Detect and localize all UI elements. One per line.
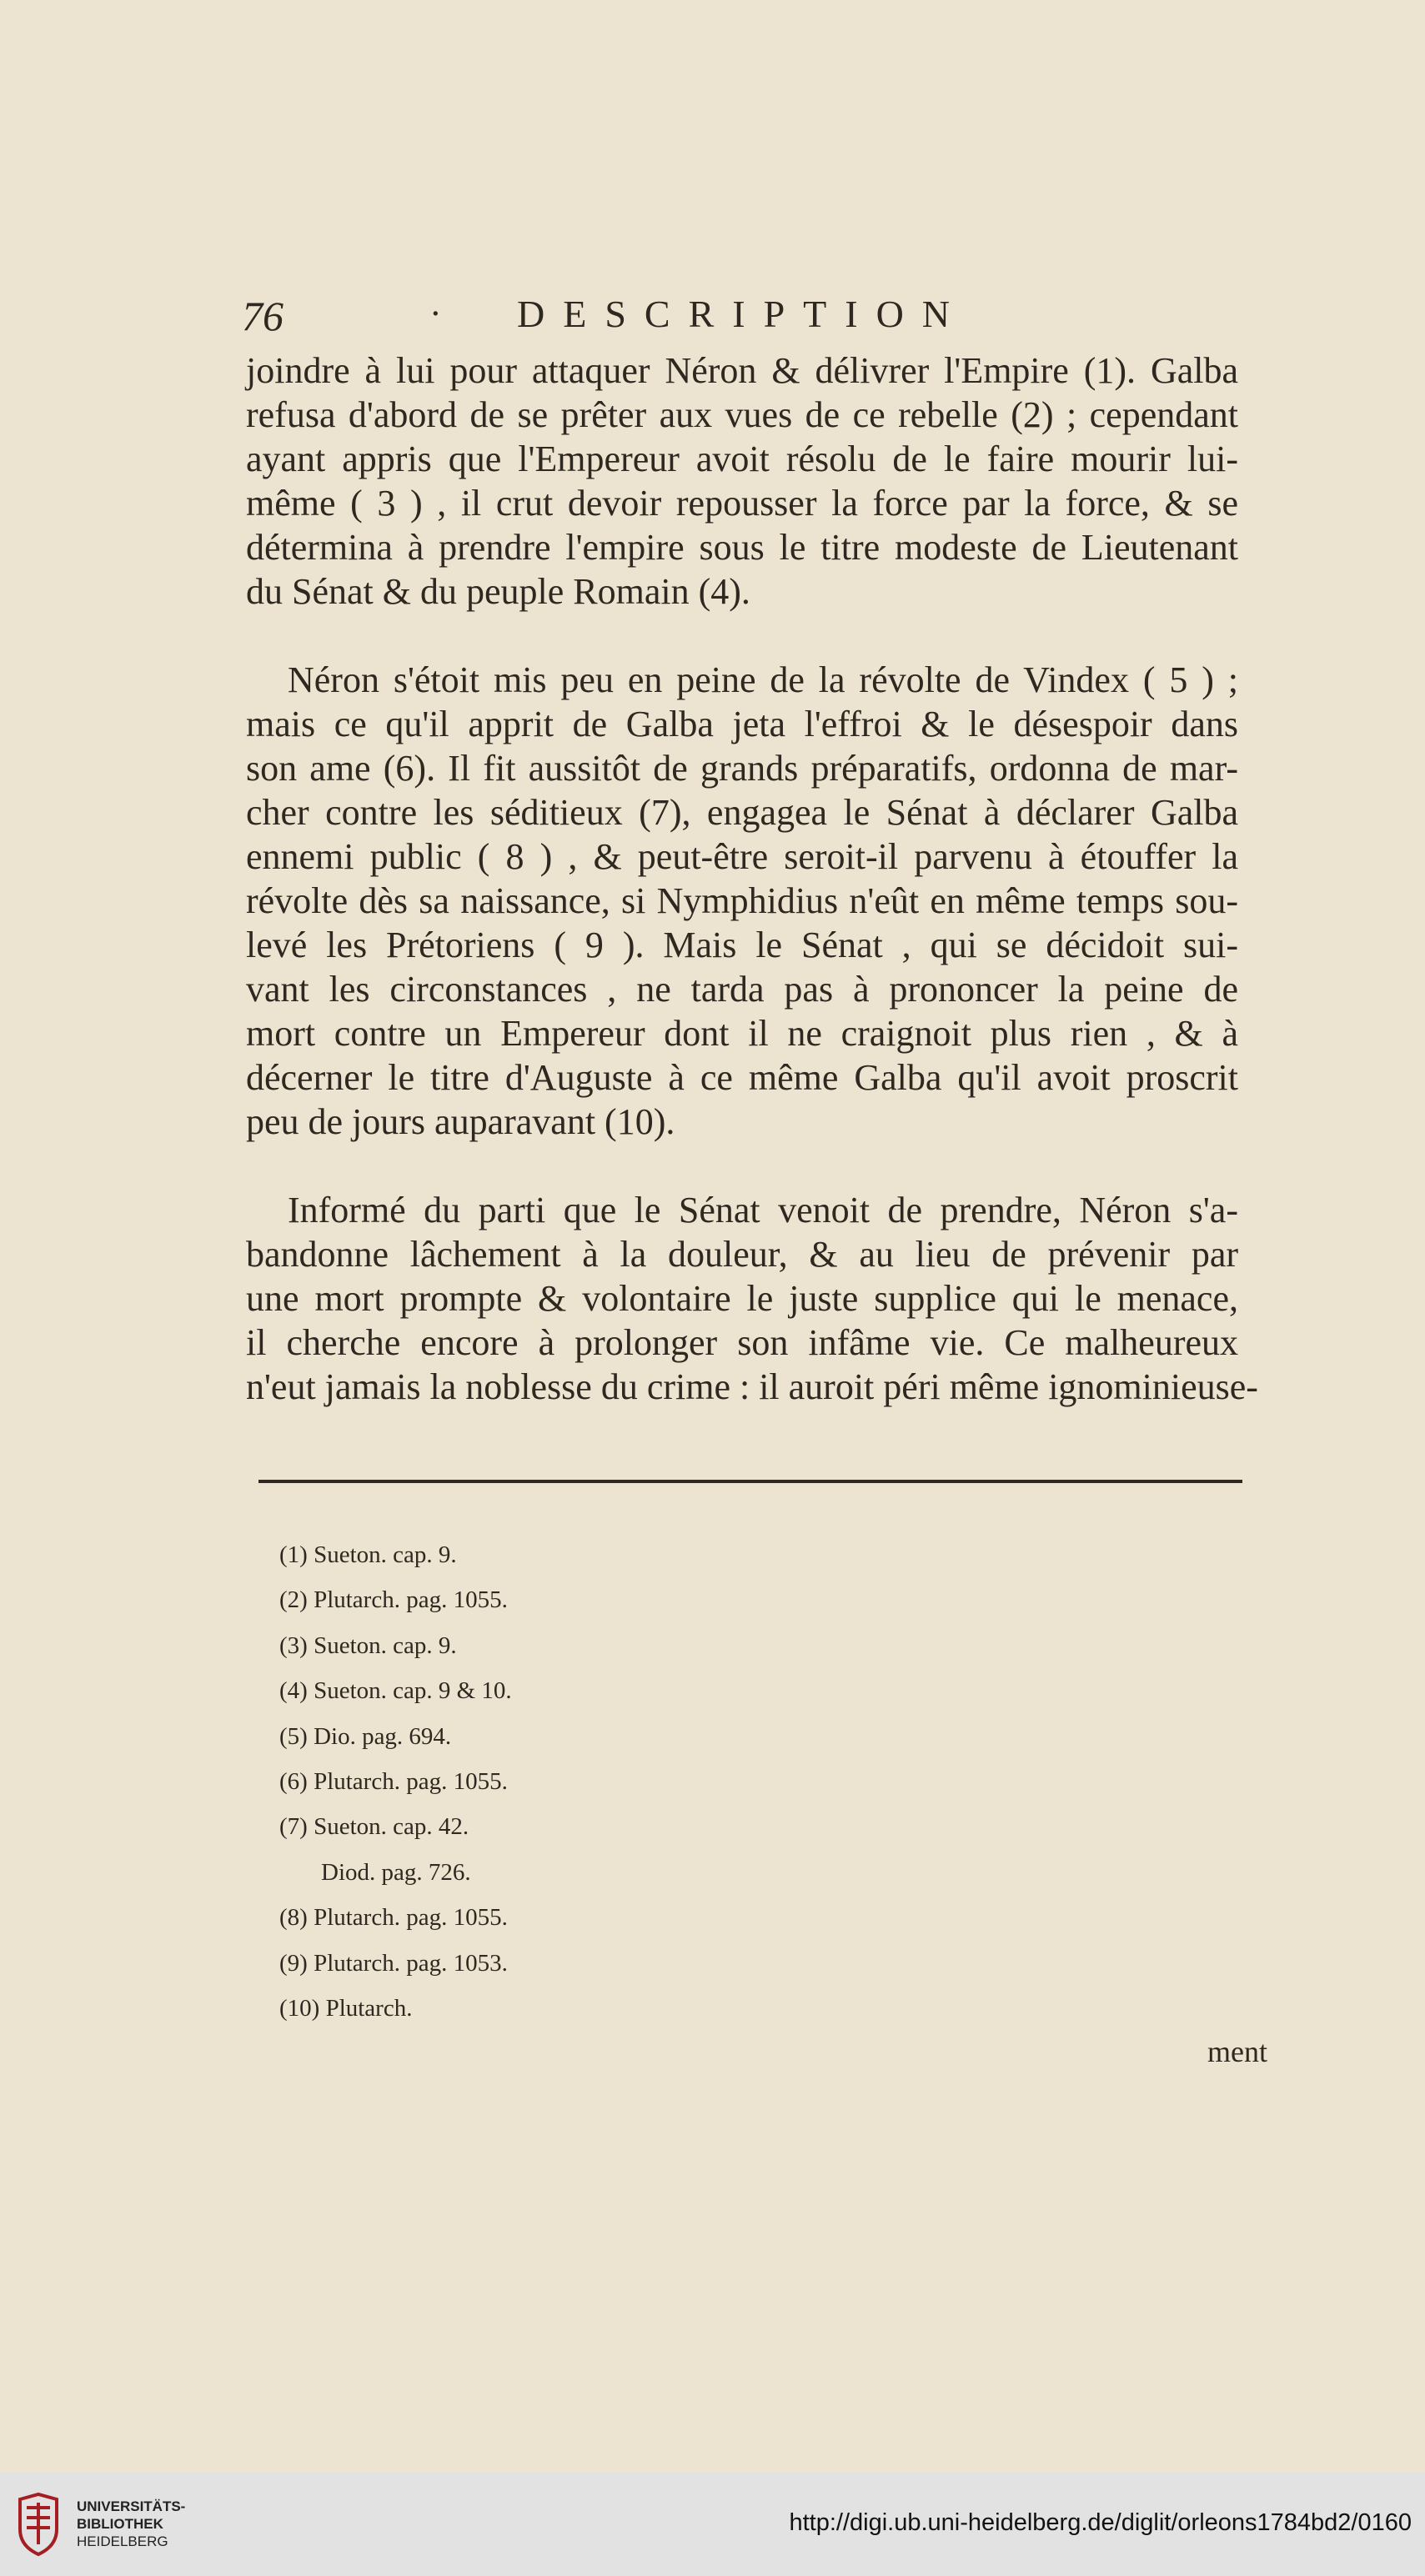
- text-line: vant les circonstances , ne tarda pas à prononcer la peine de: [246, 969, 1238, 1010]
- text-line: du Sénat & du peuple Romain (4).: [246, 571, 750, 612]
- footnote: (4) Sueton. cap. 9 & 10.: [279, 1677, 512, 1705]
- footnote: (7) Sueton. cap. 42.: [279, 1813, 469, 1841]
- page-header: [242, 292, 1242, 350]
- paragraph: [246, 1188, 1258, 1409]
- library-name: [77, 2498, 185, 2550]
- text-line: refusa d'abord de se prêter aux vues de ce rebelle (2) ; cependant: [246, 394, 1238, 435]
- library-logo-icon[interactable]: [13, 2491, 63, 2558]
- text-line: mais ce qu'il apprit de Galba jeta l'effroi & le désespoir dans: [246, 704, 1238, 744]
- running-title: DESCRIPTION: [517, 293, 969, 335]
- text-line: peu de jours auparavant (10).: [246, 1101, 675, 1142]
- paragraph: [246, 658, 1238, 1144]
- footnote: (3) Sueton. cap. 9.: [279, 1631, 457, 1659]
- footnote: (5) Dio. pag. 694.: [279, 1722, 452, 1750]
- source-url-link[interactable]: http://digi.ub.uni-heidelberg.de/diglit/orleons1784bd2/0160: [789, 2509, 1412, 2536]
- text-line: ennemi public ( 8 ) , & peut-être seroit-il parvenu à étouffer la: [246, 836, 1238, 877]
- library-name-line: BIBLIOTHEK: [77, 2516, 163, 2532]
- header-separator: ·: [430, 295, 441, 333]
- text-line: son ame (6). Il fit aussitôt de grands préparatifs, ordonna de mar-: [246, 748, 1238, 789]
- viewer-footer: [0, 2473, 1425, 2576]
- footnote: (6) Plutarch. pag. 1055.: [279, 1767, 508, 1795]
- page-number: 76: [242, 293, 283, 339]
- footnotes: [279, 1532, 863, 2031]
- footnote: (8) Plutarch. pag. 1055.: [279, 1904, 508, 1932]
- text-line: bandonne lâchement à la douleur, & au lieu de prévenir par: [246, 1234, 1238, 1275]
- text-line: n'eut jamais la noblesse du crime : il auroit péri même ignominieuse-: [246, 1366, 1258, 1407]
- text-line: même ( 3 ) , il crut devoir repousser la force par la force, & se: [246, 483, 1238, 524]
- footnote: (1) Sueton. cap. 9.: [279, 1541, 457, 1568]
- text-line: une mort prompte & volontaire le juste supplice qui le menace,: [246, 1278, 1238, 1319]
- text-line: Néron s'étoit mis peu en peine de la révolte de Vindex ( 5 ) ;: [288, 659, 1238, 700]
- text-line: décerner le titre d'Auguste à ce même Galba qu'il avoit proscrit: [246, 1057, 1238, 1098]
- library-name-line: UNIVERSITÄTS-: [77, 2498, 186, 2514]
- footnote: Diod. pag. 726.: [321, 1858, 471, 1886]
- footnote-divider: [258, 1480, 1242, 1483]
- text-line: détermina à prendre l'empire sous le titre modeste de Lieutenant: [246, 527, 1238, 568]
- footnote: (9) Plutarch. pag. 1053.: [279, 1949, 508, 1977]
- text-line: joindre à lui pour attaquer Néron & délivrer l'Empire (1). Galba: [246, 350, 1238, 391]
- text-line: levé les Prétoriens ( 9 ). Mais le Sénat , qui se décidoit sui-: [246, 925, 1238, 965]
- text-line: mort contre un Empereur dont il ne craignoit plus rien , & à: [246, 1013, 1238, 1054]
- text-line: Informé du parti que le Sénat venoit de prendre, Néron s'a-: [288, 1190, 1238, 1230]
- library-name-line: HEIDELBERG: [77, 2533, 168, 2549]
- text-line: cher contre les séditieux (7), engagea le Sénat à déclarer Galba: [246, 792, 1238, 833]
- text-line: ayant appris que l'Empereur avoit résolu de le faire mourir lui-: [246, 439, 1238, 479]
- footnote: (2) Plutarch. pag. 1055.: [279, 1586, 508, 1614]
- footnote: (10) Plutarch.: [279, 1994, 413, 2022]
- text-line: il cherche encore à prolonger son infâme vie. Ce malheureux: [246, 1322, 1238, 1363]
- body-text: [246, 348, 1258, 1409]
- text-line: révolte dès sa naissance, si Nymphidius n'eût en même temps sou-: [246, 880, 1238, 921]
- paragraph: [246, 348, 1238, 614]
- catchword: ment: [1207, 2035, 1267, 2068]
